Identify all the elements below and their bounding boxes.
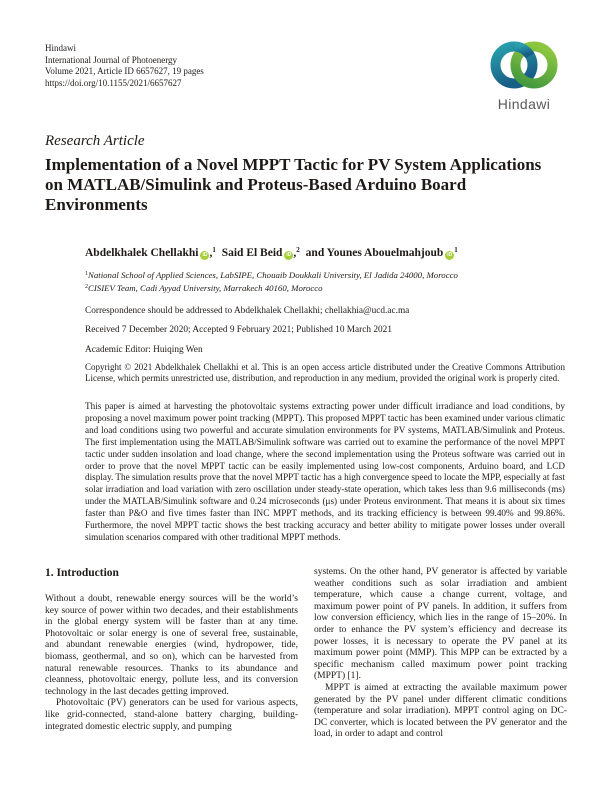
- author-1: [85, 247, 216, 259]
- affiliation-1-text: National School of Applied Sciences, LabSIPE, Chouaib Doukkali University, El Jadida 24000, Morocco: [88, 270, 458, 280]
- intro-paragraph-1: Without a doubt, renewable energy sources will be the world’s key source of power within two decades, and their establishments in the global energy system will be faster than at any time. Photovoltaic or solar energy is one of several free, sustainable, and abundant renewable energies (wind, hydropower, tide, biomass, geothermal, and so on), which can be harvested from natural renewable resources. Thanks to its abundance and cleanness, photovoltaic energy, pollute less, and its conversion technology in the last decades getting improved.: [45, 594, 298, 697]
- author-2-name: Said El Beid: [221, 247, 283, 259]
- author-1-name: Abdelkhalek Chellakhi: [85, 247, 199, 259]
- author-list: [85, 246, 461, 260]
- article-body: [45, 567, 567, 741]
- affiliation-2: [85, 282, 565, 295]
- volume-article-id: Volume 2021, Article ID 6657627, 19 pages: [45, 66, 204, 77]
- journal-name: International Journal of Photoenergy: [45, 54, 178, 65]
- academic-editor-line: Academic Editor: Huiqing Wen: [85, 345, 203, 355]
- dates-line: Received 7 December 2020; Accepted 9 February 2021; Published 10 March 2021: [85, 325, 392, 335]
- correspondence-line: [85, 306, 565, 316]
- copyright-notice: Copyright © 2021 Abdelkhalek Chellakhi et al. This is an open access article distributed under the Creative Commons Attribution License, which permits unrestricted use, distribution, and reproduction in any medium, provided the original work is properly cited.: [85, 362, 565, 384]
- intro-paragraph-4: MPPT is aimed at extracting the available maximum power generated by the PV panel under different climatic conditions (temperature and solar irradiation). MPPT control aging on DC-DC converter, which is located between the PV generator and the load, in order to adapt and control: [314, 682, 567, 740]
- affiliation-list: [85, 269, 565, 294]
- author-3-affiliation-ref: 1: [454, 246, 458, 254]
- affiliation-1: [85, 269, 565, 282]
- correspondence-email-link[interactable]: chellakhia@ucd.ac.ma: [324, 306, 410, 316]
- author-2-affiliation-ref: 2: [296, 246, 300, 254]
- journal-header: [45, 43, 204, 90]
- orcid-icon[interactable]: iD: [202, 252, 208, 258]
- section-heading-introduction: 1. Introduction: [45, 567, 119, 579]
- intro-paragraph-3: systems. On the other hand, PV generator is affected by variable weather conditions such as solar irradiation and ambient temperature, which cause a change current, voltage, and maximum power point of PV panels. In addition, it suffers from low conversion efficiency, which lies in the range of 15–20%. In order to enhance the PV system’s efficiency and decrease its power losses, it is necessary to operate the PV panel at its maximum power point (MMP). This MPP can be extracted by a specific mechanism called maximum power point tracking (MPPT) [1].: [314, 567, 567, 682]
- right-column: [314, 567, 567, 741]
- author-1-separator: ,: [209, 247, 213, 259]
- affiliation-2-text: CISIEV Team, Cadi Ayyad University, Marrakech 40160, Morocco: [88, 282, 323, 293]
- author-3: [306, 247, 458, 259]
- author-3-name: and Younes Abouelmahjoub: [305, 247, 444, 259]
- orcid-icon[interactable]: iD: [447, 252, 453, 258]
- article-type-label: Research Article: [45, 133, 145, 149]
- hindawi-rings-icon: [485, 36, 563, 94]
- article-title: Implementation of a Novel MPPT Tactic for PV System Applications on MATLAB/Simulink and Proteus-Based Arduino Board Environments: [45, 155, 542, 214]
- hindawi-logo-text: Hindawi: [497, 96, 551, 112]
- abstract-paragraph: This paper is aimed at harvesting the photovoltaic systems extracting power under difficult irradiance and load conditions, by proposing a novel maximum power point tracking (MPPT). This proposed MPPT tactic has been examined under various climatic and load conditions using two powerful and accurate simulation environments for PV systems, MATLAB/Simulink and Proteus. The first implementation using the MATLAB/Simulink software was carried out to examine the performance of the novel MPPT tactic under sudden insolation and load change, where the second implementation using the Proteus software was carried out in order to prove that the novel MPPT tactic can be easily implemented using low-cost components, Arduino board, and LCD display. The simulation results prove that the novel MPPT tactic has a high convergence speed to locate the MPP, especially at fast solar irradiation and load variation with zero oscillation under steady-state operation, which takes less than 9.6 milliseconds (ms) under the MATLAB/Simulink software and 0.24 microseconds (μs) under Proteus environment. That means it is about six times faster than P&O and five times faster than INC MPPT methods, and its tracking efficiency is between 99.40% and 99.86%. Furthermore, the novel MPPT tactic shows the best tracking accuracy and better ability to mitigate power losses under overall simulation scenarios compared with other traditional MPPT methods.: [85, 401, 565, 542]
- author-1-affiliation-ref: 1: [212, 246, 216, 254]
- affiliation-2-number: 2: [85, 283, 88, 290]
- hindawi-logo: [476, 36, 572, 112]
- affiliation-1-number: 1: [85, 271, 88, 277]
- correspondence-text: Correspondence should be addressed to Abdelkhalek Chellakhi;: [85, 306, 325, 316]
- intro-paragraph-2: Photovoltaic (PV) generators can be used for various aspects, like grid-connected, stand-alone battery charging, building-integrated domestic electric supply, and pumping: [45, 698, 298, 732]
- left-column: [45, 567, 298, 741]
- author-2-separator: ,: [293, 247, 297, 259]
- orcid-icon[interactable]: iD: [286, 252, 292, 258]
- doi-link[interactable]: https://doi.org/10.1155/2021/6657627: [45, 78, 182, 89]
- author-2: [222, 247, 300, 259]
- publisher-name: Hindawi: [45, 43, 76, 53]
